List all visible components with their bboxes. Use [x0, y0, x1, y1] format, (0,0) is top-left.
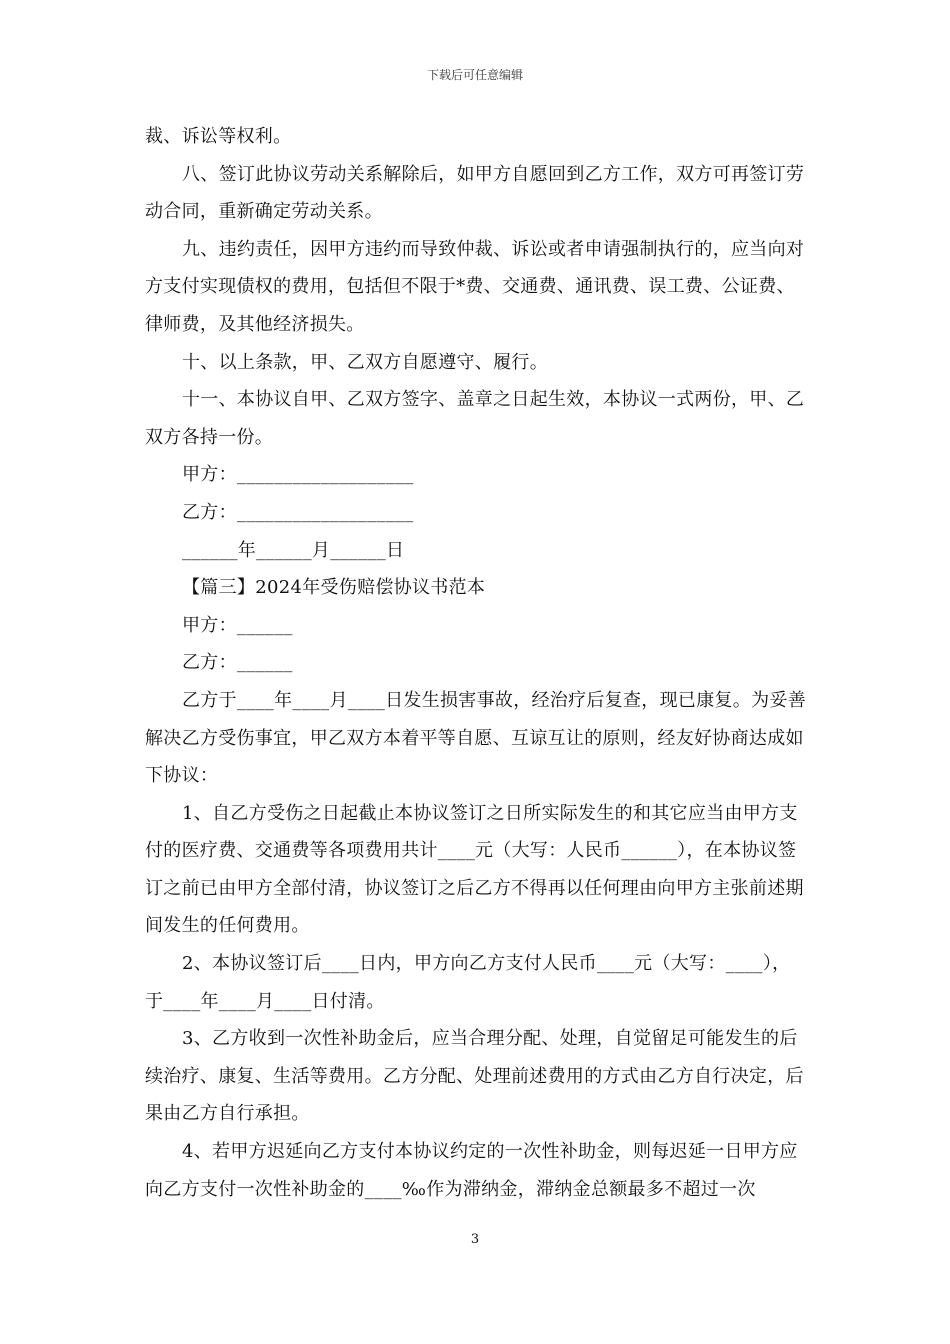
- paragraph: 十、以上条款，甲、乙双方自愿遵守、履行。: [182, 351, 548, 373]
- paragraph: 十一、本协议自甲、乙双方签字、盖章之日起生效，本协议一式两份，甲、乙双方各持一份。: [145, 389, 805, 448]
- document-body: [145, 118, 808, 1208]
- clause-1: 1、自乙方受伤之日起截止本协议签订之日所实际发生的和其它应当由甲方支付的医疗费、交通费等各项费用共计____元（大写：人民币______），在本协议签订之前已由甲方全部付清，协议签订之后乙方不得再以任何理由向甲方主张前述期间发生的任何费用。: [145, 802, 804, 937]
- page-number: 3: [470, 1232, 480, 1247]
- paragraph: 八、签订此协议劳动关系解除后，如甲方自愿回到乙方工作，双方可再签订劳动合同，重新确定劳动关系。: [145, 163, 805, 223]
- paragraph: 裁、诉讼等权利。: [145, 126, 292, 147]
- signature-line-party-b: 乙方：___________________: [182, 501, 414, 523]
- signature-line-party-a: 甲方：___________________: [182, 464, 414, 486]
- date-line: ______年______月______日: [182, 539, 405, 561]
- paragraph: 乙方于____年____月____日发生损害事故，经治疗后复查，现已康复。为妥善解决乙方受伤事宜，甲乙双方本着平等自愿、互谅互让的原则，经友好协商达成如下协议：: [145, 689, 806, 787]
- party-a-line: 甲方：______: [182, 614, 293, 636]
- clause-4: 4、若甲方迟延向乙方支付本协议约定的一次性补助金，则每迟延一日甲方应向乙方支付一次性补助金的____‰作为滞纳金，滞纳金总额最多不超过一次: [145, 1141, 798, 1200]
- section-title: 【篇三】2024年受伤赔偿协议书范本: [182, 577, 486, 599]
- clause-2: 2、本协议签订后____日内，甲方向乙方支付人民币____元（大写：____），于____年____月____日付清。: [145, 953, 791, 1012]
- paragraph: 九、违约责任，因甲方违约而导致仲裁、诉讼或者申请强制执行的，应当向对方支付实现债权的费用，包括但不限于*费、交通费、通讯费、误工费、公证费、律师费，及其他经济损失。: [145, 238, 805, 335]
- page-header: 下载后可任意编辑: [426, 68, 523, 82]
- party-b-line: 乙方：______: [182, 652, 293, 674]
- clause-3: 3、乙方收到一次性补助金后，应当合理分配、处理，自觉留足可能发生的后续治疗、康复、生活等费用。乙方分配、处理前述费用的方式由乙方自行决定，后果由乙方自行承担。: [145, 1028, 804, 1125]
